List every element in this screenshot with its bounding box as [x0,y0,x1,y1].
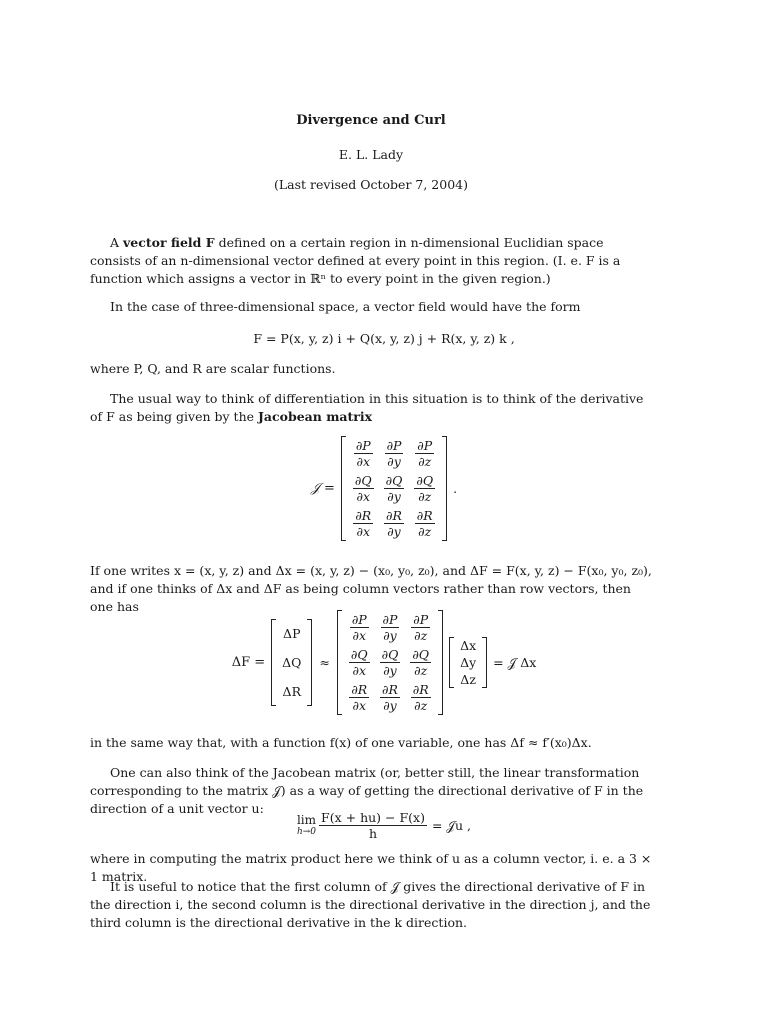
jacobian-entry [415,508,435,539]
limit-display [0,810,768,841]
limit-numerator: F(x + hu) − F(x) [321,810,425,825]
approx-jacobian-entry [380,647,401,678]
approx-jacobian-numerator: ∂P [351,612,367,627]
delta-x-entry: Δy [460,655,477,670]
approx-jacobian-denominator: ∂x [352,663,367,678]
approx-jacobian-numerator: ∂P [413,612,429,627]
limit-fraction [319,810,427,841]
approx-jacobian-entry [410,647,431,678]
approx-rhs: = 𝒥 Δx [493,654,537,670]
approx-jacobian-matrix [337,610,443,715]
doc-author: E. L. Lady [338,147,404,162]
jacobian-denominator: ∂z [418,489,432,504]
jacobian-numerator: ∂Q [385,473,403,488]
paragraph-7: One can also think of the Jacobean matrix (or, better still, the linear transformation corresponding to the matrix 𝒥) as a way of getting the directional derivative of F in the direction of a unit vector u: [90,765,644,816]
jacobian-numerator: ∂R [355,508,372,523]
p1-text-c: defined on a certain region in n-dimensional Euclidian space consists of an n-dimensional vector defined at every point in this region. (I. e. F is a function which assigns a vector in ℝⁿ to every point in the given region.) [90,235,621,286]
jacobian-symbol: 𝒥 = [310,481,335,496]
approx-jacobian-numerator: ∂P [382,612,398,627]
equation-vector-field: F = P(x, y, z) i + Q(x, y, z) j + R(x, y, z) k , [253,331,515,346]
limit-rhs: = 𝒥u , [431,817,472,833]
paragraph-9: It is useful to notice that the first column of 𝒥 gives the directional derivative of F in the direction i, the second column is the directional derivative in the direction j, and the third column is the directional derivative in the k direction. [90,879,651,930]
jacobian-denominator: ∂z [418,524,432,539]
paragraph-6: in the same way that, with a function f(x) of one variable, one has Δf ≈ f′(x₀)Δx. [90,735,592,750]
jacobian-numerator: ∂P [386,438,402,453]
jacobian-matrix [341,436,447,541]
approx-jacobian-denominator: ∂x [352,698,367,713]
p1-text-a: A [110,235,124,250]
delta-x-entry: Δz [460,672,476,687]
approx-jacobian-numerator: ∂Q [412,647,430,662]
delta-x-vector [449,637,487,688]
approx-jacobian-entry [380,682,400,713]
approx-jacobian-denominator: ∂z [414,663,428,678]
jacobian-denominator: ∂x [356,524,371,539]
approx-jacobian-entry [349,647,370,678]
jacobian-numerator: ∂P [355,438,371,453]
approx-jacobian-denominator: ∂z [414,628,428,643]
approx-jacobian-denominator: ∂y [383,663,397,678]
jacobian-denominator: ∂x [356,454,371,469]
doc-revised: (Last revised October 7, 2004) [274,177,468,192]
paragraph-8: where in computing the matrix product here we think of u as a column vector, i. e. a 3 × 1 matrix. [90,851,652,884]
approx-jacobian-denominator: ∂y [383,698,397,713]
limit-lim: lim [296,812,317,827]
delta-f-entry: ΔP [283,626,301,641]
jacobian-denominator: ∂y [387,524,401,539]
jacobian-entry [353,473,374,504]
jacobian-denominator: ∂y [387,454,401,469]
approx-jacobian-entry [349,682,369,713]
paragraph-3: where P, Q, and R are scalar functions. [90,361,336,376]
term-jacobean-matrix: Jacobean matrix [258,409,373,424]
approx-display [0,610,768,715]
limit-operator [297,814,316,838]
approx-jacobian-denominator: ∂x [352,628,367,643]
approx-lhs: ΔF = [231,655,266,670]
jacobian-entry [385,438,404,469]
approx-jacobian-numerator: ∂Q [350,647,368,662]
paragraph-2: In the case of three-dimensional space, a vector field would have the form [110,299,581,314]
delta-x-entry: Δx [460,638,477,653]
approx-jacobian-numerator: ∂R [351,682,368,697]
approx-jacobian-denominator: ∂z [414,698,428,713]
jacobian-numerator: ∂Q [416,473,434,488]
jacobian-entry [384,473,405,504]
approx-jacobian-entry [381,612,400,643]
delta-f-vector [271,619,312,706]
jacobian-entry [354,438,373,469]
jacobian-entry [353,508,373,539]
paragraph-4 [90,390,652,426]
jacobian-entry [415,438,434,469]
term-vector-field: vector field F [123,235,215,250]
jacobian-display [0,436,768,541]
jacobian-entry [384,508,404,539]
approx-jacobian-numerator: ∂R [382,682,398,697]
approx-jacobian-entry [411,682,431,713]
paragraph-5: If one writes x = (x, y, z) and Δx = (x, y, z) − (x₀, y₀, z₀), and ΔF = F(x, y, z) − F(x₀, y₀, z₀), and if one thinks of Δx and ΔF as being column vectors rather than row vectors, then one has [90,563,652,614]
jacobian-trail: . [453,481,458,496]
limit-denominator: h [368,826,378,841]
jacobian-numerator: ∂Q [354,473,372,488]
approx-jacobian-numerator: ∂R [412,682,429,697]
p4-text-a: The usual way to think of differentiation in this situation is to think of the derivative of F as being given by the [90,391,644,424]
delta-f-entry: ΔQ [282,655,302,670]
jacobian-denominator: ∂y [387,489,401,504]
approx-jacobian-entry [411,612,430,643]
approx-sign: ≈ [319,655,330,670]
jacobian-numerator: ∂P [417,438,433,453]
delta-f-entry: ΔR [282,684,301,699]
approx-jacobian-denominator: ∂y [383,628,397,643]
paragraph-1 [90,234,652,288]
jacobian-numerator: ∂R [386,508,402,523]
approx-jacobian-numerator: ∂Q [381,647,399,662]
jacobian-entry [414,473,435,504]
doc-title: Divergence and Curl [296,113,446,128]
approx-jacobian-entry [350,612,369,643]
jacobian-numerator: ∂R [416,508,433,523]
limit-sub: h→0 [296,826,317,837]
jacobian-denominator: ∂z [418,454,432,469]
jacobian-denominator: ∂x [356,489,371,504]
